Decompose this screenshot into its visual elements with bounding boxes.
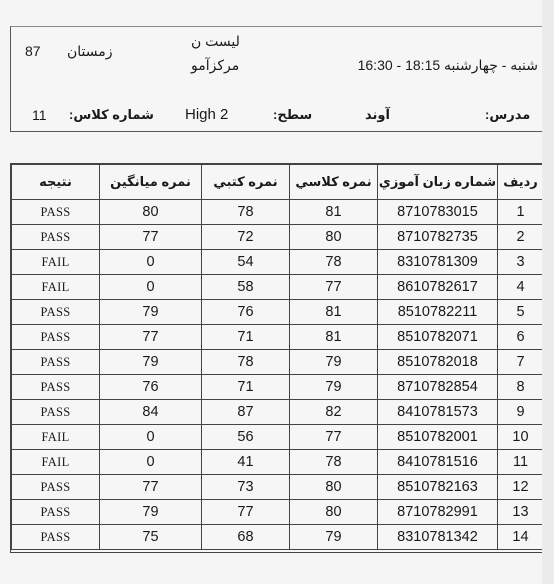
table-cell: PASS [12,475,100,500]
table-cell: 13 [498,500,544,525]
table-cell: 79 [290,375,378,400]
table-cell: 8610782617 [378,275,498,300]
table-row [12,475,544,500]
table-row [12,300,544,325]
table-row [12,275,544,300]
table-cell: 12 [498,475,544,500]
table-cell: 0 [100,425,202,450]
class-schedule: شنبه - چهارشنبه 18:15 - 16:30 [357,57,538,73]
season: زمستان [67,43,113,59]
column-header: نتيجه [12,165,100,200]
table-cell: 11 [498,450,544,475]
table-cell: FAIL [12,450,100,475]
table-cell: PASS [12,400,100,425]
table-cell: 8410781516 [378,450,498,475]
table-cell: 79 [100,500,202,525]
table-cell: 79 [100,300,202,325]
table-cell: 8710782735 [378,225,498,250]
table-cell: 8310781309 [378,250,498,275]
table-cell: 75 [100,525,202,550]
table-cell: 8510782001 [378,425,498,450]
column-header: نمره كتبي [202,165,290,200]
table-cell: 80 [290,475,378,500]
table-row [12,525,544,550]
table-cell: 80 [100,200,202,225]
table-cell: 10 [498,425,544,450]
table-cell: PASS [12,325,100,350]
table-row [12,400,544,425]
grades-table [11,164,544,550]
table-cell: 71 [202,325,290,350]
table-cell: 81 [290,200,378,225]
table-row [12,250,544,275]
table-cell: 8510782018 [378,350,498,375]
table-cell: 14 [498,525,544,550]
table-cell: 73 [202,475,290,500]
column-header: ردیف [498,165,544,200]
table-cell: 8510782071 [378,325,498,350]
table-cell: 76 [100,375,202,400]
table-cell: 2 [498,225,544,250]
table-cell: 8710783015 [378,200,498,225]
table-cell: 79 [290,350,378,375]
table-cell: FAIL [12,425,100,450]
table-cell: PASS [12,525,100,550]
class-number-label: شماره کلاس: [69,107,154,122]
table-cell: 8710782991 [378,500,498,525]
level-label: سطح: [273,107,313,122]
table-row [12,225,544,250]
table-cell: 81 [290,300,378,325]
grades-table-box [10,163,544,553]
table-row [12,325,544,350]
table-row [12,450,544,475]
table-cell: 82 [290,400,378,425]
table-cell: 78 [290,450,378,475]
table-cell: 77 [100,225,202,250]
table-row [12,500,544,525]
table-cell: PASS [12,225,100,250]
teacher-label: مدرس: [485,107,531,122]
table-cell: 80 [290,225,378,250]
student-count: 87 [25,43,41,59]
table-cell: 8310781342 [378,525,498,550]
table-cell: 4 [498,275,544,300]
table-cell: 8510782163 [378,475,498,500]
table-cell: 76 [202,300,290,325]
table-cell: 79 [290,525,378,550]
table-cell: 8510782211 [378,300,498,325]
column-header: شماره زبان آموزي [378,165,498,200]
table-cell: 58 [202,275,290,300]
table-cell: 79 [100,350,202,375]
table-header-row [12,165,544,200]
table-cell: 56 [202,425,290,450]
column-header: نمره كلاسي [290,165,378,200]
table-row [12,350,544,375]
table-cell: PASS [12,200,100,225]
table-row [12,200,544,225]
table-cell: 81 [290,325,378,350]
table-cell: 77 [290,275,378,300]
table-cell: 80 [290,500,378,525]
table-cell: 6 [498,325,544,350]
teacher-name: آوند [365,107,390,122]
table-cell: 78 [290,250,378,275]
table-cell: 54 [202,250,290,275]
table-cell: 5 [498,300,544,325]
table-cell: PASS [12,375,100,400]
table-cell: PASS [12,300,100,325]
table-cell: 0 [100,250,202,275]
table-cell: 77 [290,425,378,450]
header-box [10,26,544,132]
table-cell: 77 [100,475,202,500]
table-cell: PASS [12,350,100,375]
table-cell: 9 [498,400,544,425]
table-cell: 77 [202,500,290,525]
table-cell: 0 [100,450,202,475]
table-cell: 3 [498,250,544,275]
table-cell: 8710782854 [378,375,498,400]
table-cell: 68 [202,525,290,550]
column-header: نمره ميانگين [100,165,202,200]
table-cell: 0 [100,275,202,300]
list-title: لیست ن [191,33,240,49]
table-cell: FAIL [12,275,100,300]
center-name: مرکزآمو [191,57,240,73]
table-cell: 87 [202,400,290,425]
table-row [12,425,544,450]
table-cell: 71 [202,375,290,400]
table-cell: 78 [202,200,290,225]
page-edge [542,0,554,584]
table-cell: FAIL [12,250,100,275]
table-cell: 7 [498,350,544,375]
table-cell: 8410781573 [378,400,498,425]
table-cell: 77 [100,325,202,350]
table-cell: 1 [498,200,544,225]
table-cell: 41 [202,450,290,475]
table-cell: 78 [202,350,290,375]
class-number: 11 [32,107,47,123]
table-cell: 72 [202,225,290,250]
table-row [12,375,544,400]
table-cell: 84 [100,400,202,425]
level: High 2 [185,106,229,123]
table-cell: 8 [498,375,544,400]
table-cell: PASS [12,500,100,525]
